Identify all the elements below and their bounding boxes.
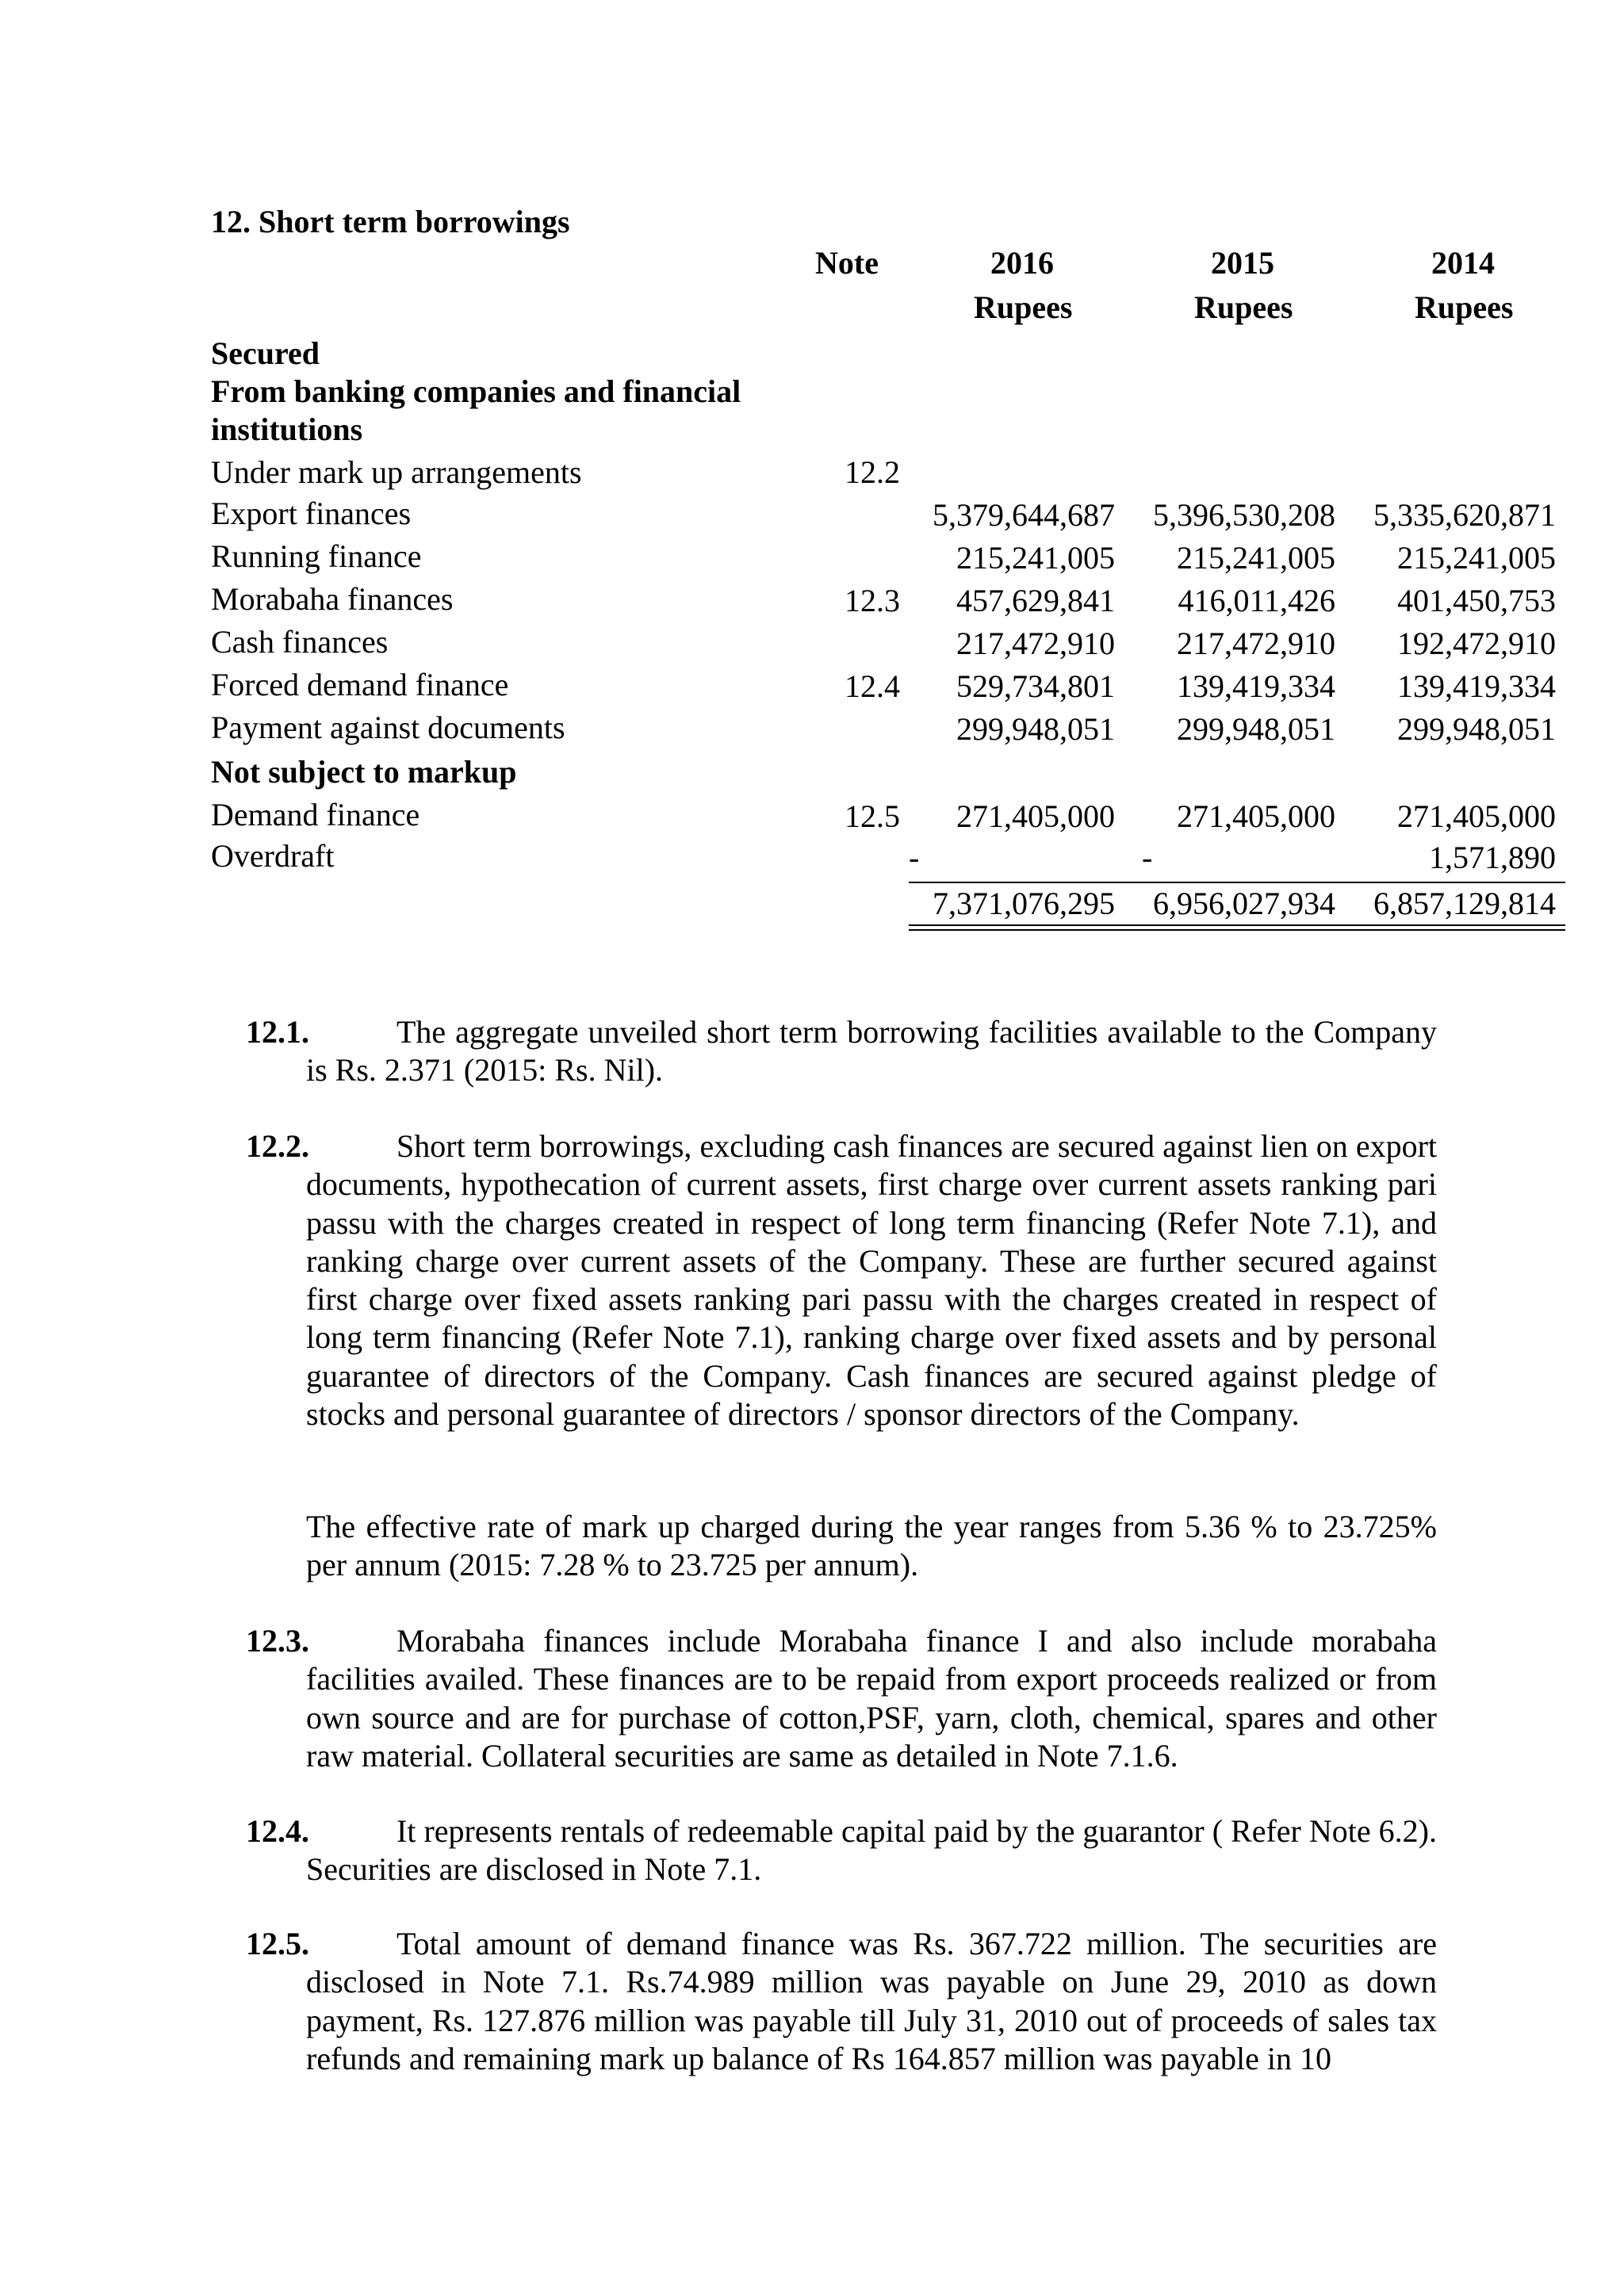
note-number: 12.5. — [246, 1926, 309, 1961]
note-text: Short term borrowings, excluding cash finances are secured against lien on export documents, hypothecation of current assets, first charge over current assets ranking pari passu with the charges created in respect of long term financing (Refer Note 7.1), and ranking charge over current assets of the Company. These are further secured against first charge over fixed assets ranking pari passu with the charges created in respect of long term financing (Refer Note 7.1), ranking charge over fixed assets and by personal guarantee of directors of the Company. Cash finances are secured against pledge of stocks and personal guarantee of directors / sponsor directors of the Company. — [306, 1128, 1437, 1433]
note-number: 12.2. — [246, 1128, 309, 1164]
row-label: Overdraft — [211, 838, 335, 874]
group-from-banking-line2: institutions — [211, 411, 363, 447]
row-label: Morabaha finances — [211, 581, 454, 617]
value-2016: - — [909, 840, 920, 875]
row-label: Export finances — [211, 496, 412, 531]
value-2015: 416,011,426 — [1178, 583, 1335, 618]
note-text: It represents rentals of redeemable capital paid by the guarantor ( Refer Note 6.2). Securities are disclosed in Note 7.1. — [306, 1813, 1437, 1888]
section-title: 12. Short term borrowings — [211, 204, 570, 239]
header-unit-2015: Rupees — [1194, 289, 1293, 325]
value-2016: 215,241,005 — [956, 540, 1115, 576]
row-label: Under mark up arrangements — [211, 454, 582, 490]
value-2014: 401,450,753 — [1397, 583, 1556, 618]
value-2016: 271,405,000 — [956, 798, 1115, 834]
note-number: 12.3. — [246, 1623, 309, 1659]
total-2016: 7,371,076,295 — [933, 886, 1115, 921]
row-label: Cash finances — [211, 624, 389, 660]
header-note: Note — [815, 245, 879, 281]
note-12-5 — [246, 1925, 1437, 2078]
value-2015: 5,396,530,208 — [1153, 497, 1335, 533]
value-2014: 192,472,910 — [1397, 626, 1556, 661]
total-2015: 6,956,027,934 — [1153, 886, 1335, 921]
row-note: 12.5 — [845, 798, 900, 834]
group-from-banking-line1: From banking companies and financial — [211, 373, 741, 409]
value-2016: 5,379,644,687 — [933, 497, 1115, 533]
group-secured: Secured — [211, 335, 320, 371]
value-2014: 5,335,620,871 — [1373, 497, 1556, 533]
row-label: Payment against documents — [211, 710, 565, 745]
value-2014: 139,419,334 — [1397, 668, 1556, 704]
row-label: Forced demand finance — [211, 667, 509, 702]
total-2014: 6,857,129,814 — [1373, 886, 1556, 921]
header-year-2014: 2014 — [1431, 245, 1495, 281]
note-12-3 — [246, 1622, 1437, 1775]
value-2016: 217,472,910 — [956, 626, 1115, 661]
row-label: Demand finance — [211, 797, 420, 832]
group-not-subject-to-markup: Not subject to markup — [211, 754, 517, 790]
total-double-rule-top — [909, 924, 1565, 926]
row-note: 12.4 — [845, 668, 900, 704]
note-text: The aggregate unveiled short term borrowing facilities available to the Company is Rs. 2.371 (2015: Rs. Nil). — [306, 1014, 1437, 1089]
value-2014: 215,241,005 — [1397, 540, 1556, 576]
value-2015: 217,472,910 — [1177, 626, 1335, 661]
value-2016: 529,734,801 — [956, 668, 1115, 704]
note-number: 12.1. — [246, 1014, 309, 1050]
row-note: 12.3 — [845, 583, 900, 618]
note-12-4 — [246, 1812, 1437, 1889]
value-2015: 139,419,334 — [1177, 668, 1335, 704]
value-2015: 299,948,051 — [1177, 711, 1335, 747]
header-unit-2016: Rupees — [974, 289, 1073, 325]
header-year-2016: 2016 — [990, 245, 1054, 281]
note-text: Morabaha finances include Morabaha finance I and also include morabaha facilities availed. These finances are to be repaid from export proceeds realized or from own source and are for purchase of cotton,PSF, yarn, cloth, chemical, spares and other raw material. Collateral securities are same as detailed in Note 7.1.6. — [306, 1623, 1437, 1774]
value-2016: 299,948,051 — [956, 711, 1115, 747]
header-unit-2014: Rupees — [1415, 289, 1514, 325]
header-year-2015: 2015 — [1211, 245, 1274, 281]
value-2014: 271,405,000 — [1397, 798, 1556, 834]
note-12-1 — [246, 1013, 1437, 1090]
value-2015: 215,241,005 — [1177, 540, 1335, 576]
value-2015: 271,405,000 — [1177, 798, 1335, 834]
value-2014: 1,571,890 — [1429, 840, 1556, 875]
row-label: Running finance — [211, 538, 422, 574]
value-2016: 457,629,841 — [956, 583, 1115, 618]
note-number: 12.4. — [246, 1813, 309, 1849]
note-text: Total amount of demand finance was Rs. 367.722 million. The securities are disclosed in Note 7.1. Rs.74.989 million was payable on June 29, 2010 as down payment, Rs. 127.876 million was payable till July 31, 2010 out of proceeds of sales tax refunds and remaining mark up balance of Rs 164.857 million was payable in 10 — [306, 1926, 1437, 2076]
row-note: 12.2 — [845, 454, 900, 490]
total-double-rule-bottom — [909, 929, 1565, 931]
note-12-2 — [246, 1127, 1437, 1433]
value-2014: 299,948,051 — [1397, 711, 1556, 747]
value-2015: - — [1142, 840, 1153, 875]
note-12-2-markup-rate: The effective rate of mark up charged during the year ranges from 5.36 % to 23.725% per annum (2015: 7.28 % to 23.725 per annum). — [306, 1509, 1437, 1583]
